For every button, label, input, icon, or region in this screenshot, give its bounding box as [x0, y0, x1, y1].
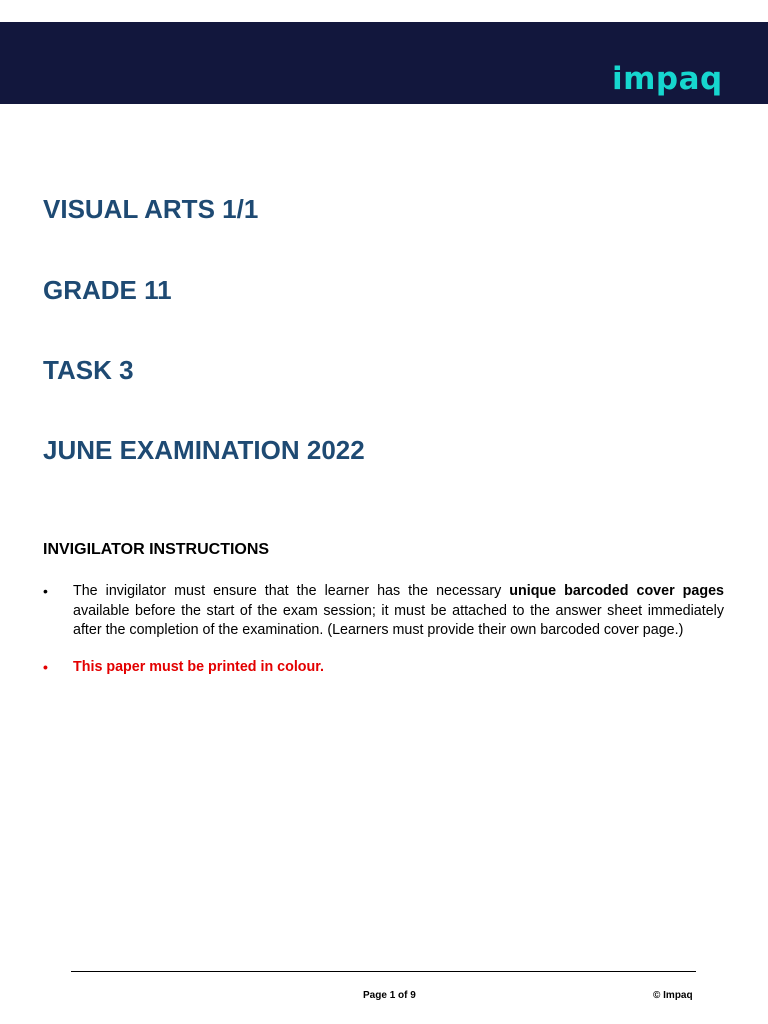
instructions-list [43, 582, 724, 694]
list-item [43, 582, 724, 641]
instruction-text-continued: available before the start of the exam session; it must be attached to the answer sheet immediately after the completion of the examination. (Learners must provide their own barcoded cover page.) [73, 602, 724, 638]
list-item [43, 658, 724, 678]
page-prefix: Page [363, 990, 390, 1001]
instruction-text: The invigilator must ensure that the learner has the necessary [73, 583, 510, 599]
bullet-icon: • [43, 583, 48, 599]
impaq-logo: impaq [612, 61, 723, 97]
page-current: 1 [389, 990, 396, 1001]
page-number [363, 990, 416, 1001]
footer-divider [71, 971, 696, 972]
bullet-icon: • [43, 658, 48, 675]
page-of: of [395, 990, 411, 1001]
task-title: TASK 3 [43, 355, 134, 385]
copyright-notice: © Impaq [653, 990, 693, 1001]
page-total: 9 [410, 990, 416, 1001]
grade-title: GRADE 11 [43, 275, 172, 305]
exam-title: JUNE EXAMINATION 2022 [43, 435, 365, 465]
subject-title: VISUAL ARTS 1/1 [43, 194, 259, 224]
header-band [0, 22, 768, 104]
invigilator-instructions-heading: INVIGILATOR INSTRUCTIONS [43, 541, 270, 558]
instruction-emphasis: unique barcoded cover pages [509, 583, 724, 599]
colour-print-notice: This paper must be printed in colour. [73, 658, 325, 675]
